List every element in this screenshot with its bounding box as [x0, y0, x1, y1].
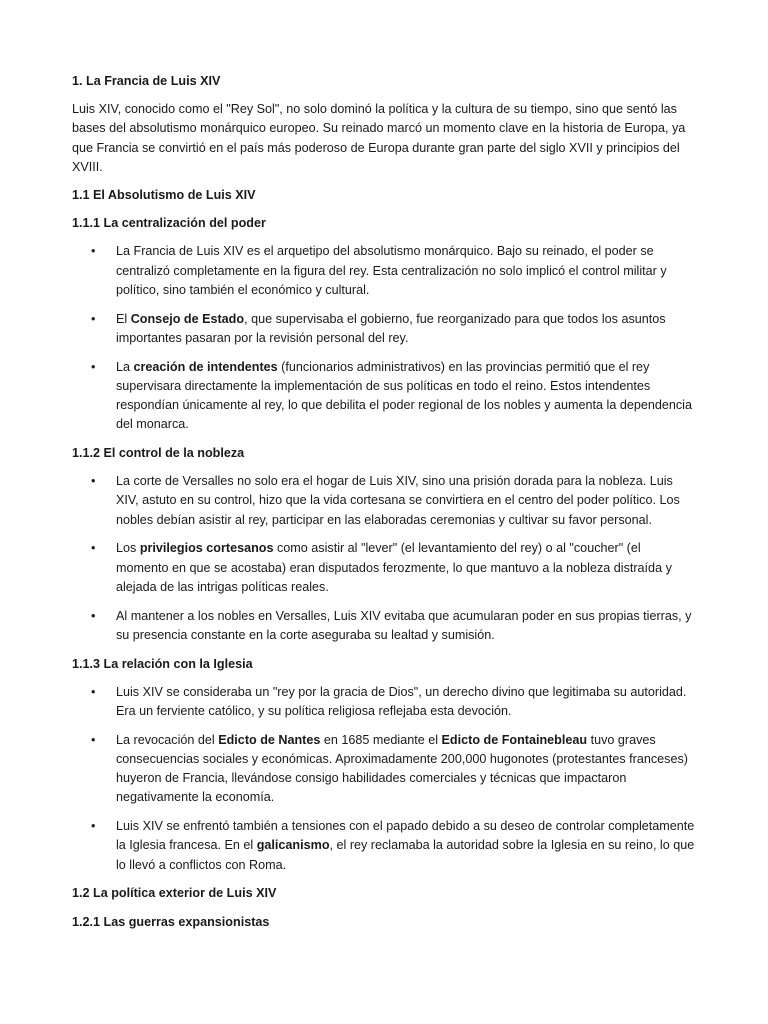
section-heading-1-1-2: 1.1.2 El control de la nobleza	[72, 446, 245, 461]
section-heading-1-1-3: 1.1.3 La relación con la Iglesia	[72, 656, 253, 671]
list-item-text: , que supervisaba el gobierno, fue reorganizado para que todos los asuntos importantes pasaran por la revisión personal del rey.	[116, 311, 666, 345]
list-item	[72, 310, 696, 348]
section-heading-1: 1. La Francia de Luis XIV	[72, 74, 221, 88]
list-item-bold-term: Edicto de Fontainebleau	[441, 732, 588, 747]
list-item	[72, 472, 696, 530]
bullet-icon: •	[91, 311, 96, 326]
bullet-list-1-1-3	[72, 683, 696, 875]
list-item-bold-term: creación de intendentes	[133, 359, 278, 374]
section-heading-1-1-1: 1.1.1 La centralización del poder	[72, 216, 266, 231]
section-heading-1-1: 1.1 El Absolutismo de Luis XIV	[72, 188, 256, 203]
list-item-text: La Francia de Luis XIV es el arquetipo del absolutismo monárquico. Bajo su reinado, el poder se centralizó completamente en la figura del rey. Esta centralización no solo implicó el control militar y político, sino también el económico y cultural.	[116, 244, 667, 297]
bullet-icon: •	[91, 732, 96, 747]
list-item	[72, 358, 696, 435]
list-item	[72, 242, 696, 300]
list-item-text: Al mantener a los nobles en Versalles, Luis XIV evitaba que acumularan poder en sus propias tierras, y su presencia constante en la corte aseguraba su lealtad y sumisión.	[116, 608, 692, 642]
bullet-icon: •	[91, 684, 96, 699]
bullet-list-1-1-2	[72, 472, 696, 645]
list-item-text: , el rey reclamaba la autoridad sobre la Iglesia en su reino, lo que lo llevó a conflictos con Roma.	[116, 838, 695, 872]
list-item-bold-term: Edicto de Nantes	[218, 732, 321, 747]
list-item-text: Los	[116, 541, 140, 556]
list-item-text: (funcionarios administrativos) en las provincias permitió que el rey supervisara directamente la implementación de sus políticas en todo el reino. Estos intendentes respondían únicamente al rey, lo que debilita el poder regional de los nobles y aumenta la dependencia del monarca.	[116, 359, 692, 432]
bullet-icon: •	[91, 608, 96, 623]
section-heading-1-2-1: 1.2.1 Las guerras expansionistas	[72, 914, 270, 929]
list-item-text: El	[116, 311, 131, 326]
list-item-text: tuvo graves consecuencias sociales y económicas. Aproximadamente 200,000 hugonotes (protestantes franceses) huyeron de Francia, llevándose consigo habilidades comerciales y técnicas que impactaron negativamente la economía.	[116, 732, 688, 805]
bullet-icon: •	[91, 819, 96, 834]
list-item-text: Luis XIV se enfrentó también a tensiones con el papado debido a su deseo de controlar completamente la Iglesia francesa. En el	[116, 819, 695, 853]
bullet-icon: •	[91, 359, 96, 374]
list-item-text: La corte de Versalles no solo era el hogar de Luis XIV, sino una prisión dorada para la nobleza. Luis XIV, astuto en su control, hizo que la vida cortesana se convirtiera en el centro del poder político. Los nobles debían asistir al rey, participar en las elaboradas ceremonias y cultivar su favor personal.	[116, 474, 680, 527]
list-item	[72, 607, 696, 645]
list-item-bold-term: privilegios cortesanos	[139, 541, 274, 556]
list-item-text: como asistir al "lever" (el levantamiento del rey) o al "coucher" (el momento en que se acostaba) eran disputados ferozmente, lo que mantuvo a la nobleza distraída y alejada de las intrigas políticas reales.	[116, 541, 672, 594]
list-item	[72, 539, 696, 597]
bullet-icon: •	[91, 474, 96, 489]
section-heading-1-2: 1.2 La política exterior de Luis XIV	[72, 886, 277, 901]
list-item	[72, 731, 696, 808]
list-item-text: Luis XIV se consideraba un "rey por la gracia de Dios", un derecho divino que legitimaba su autoridad. Era un ferviente católico, y su política religiosa reflejaba esta devoción.	[116, 684, 687, 719]
list-item-text: La revocación del	[116, 732, 219, 747]
list-item-bold-term: Consejo de Estado	[130, 311, 245, 326]
list-item	[72, 683, 696, 721]
list-item-text: La	[116, 359, 134, 374]
list-item-text: en 1685 mediante el	[320, 732, 442, 747]
bullet-icon: •	[91, 541, 96, 556]
bullet-list-1-1-1	[72, 242, 696, 434]
list-item-bold-term: galicanismo	[256, 838, 330, 853]
intro-paragraph: Luis XIV, conocido como el "Rey Sol", no solo dominó la política y la cultura de su tiempo, sino que sentó las bases del absolutismo monárquico europeo. Su reinado marcó un momento clave en la historia de Europa, ya que Francia se convirtió en el país más poderoso de Europa durante gran parte del siglo XVII y principios del XVIII.	[72, 102, 686, 174]
bullet-icon: •	[91, 244, 96, 259]
list-item	[72, 817, 696, 875]
